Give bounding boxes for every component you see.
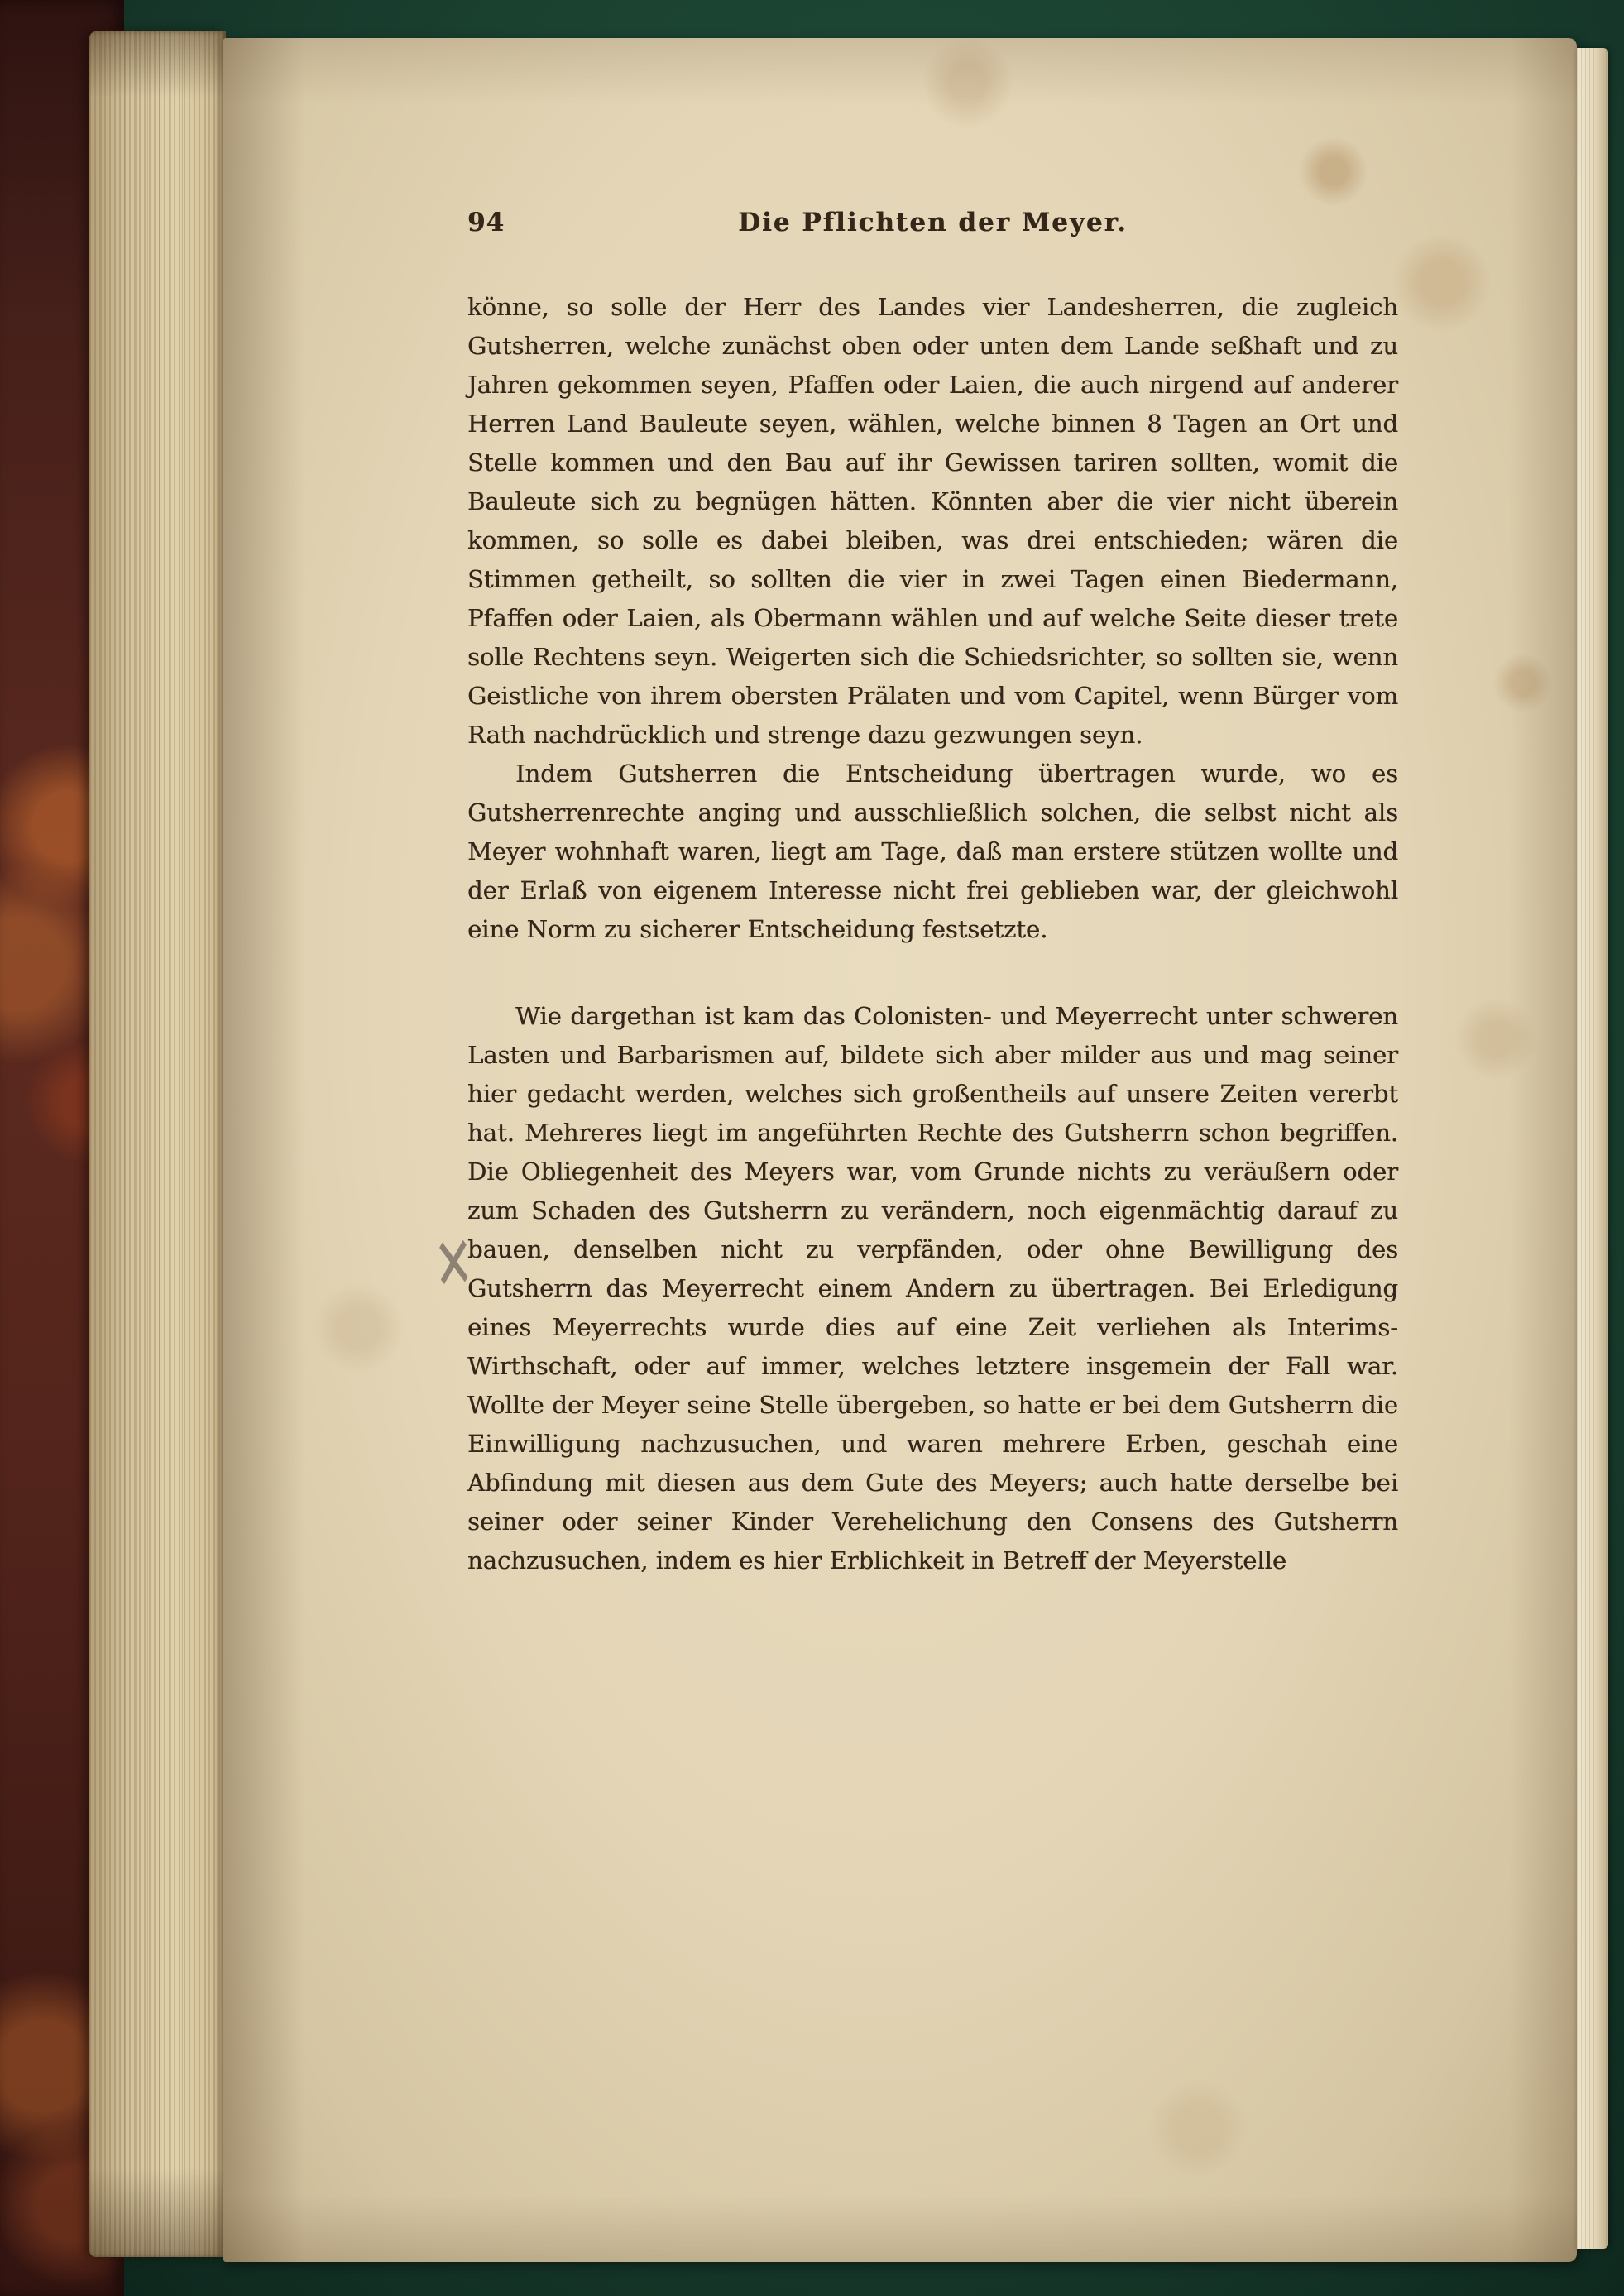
paragraph-1: könne, so solle der Herr des Landes vier Landesherren, die zugleich Gutsherren, welche zunächst oben oder unten dem Lande seßhaft und zu Jahren gekommen seyen, Pfaffen oder Laien, die auch nirgend auf anderer Herren Land Bauleute seyen, wählen, welche binnen 8 Tagen an Ort und Stelle kommen und den Bau auf ihr Gewissen tariren sollten, womit die Bauleute sich zu begnügen hätten. Könnten aber die vier nicht überein kommen, so solle es dabei bleiben, was drei entschieden; wären die Stimmen getheilt, so sollten die vier in zwei Tagen einen Biedermann, Pfaffen oder Laien, als Obermann wählen und auf welche Seite dieser trete solle Rechtens seyn. Weigerten sich die Schiedsrichter, so sollten sie, wenn Geistliche von ihrem obersten Prälaten und vom Capitel, wenn Bürger vom Rath nachdrücklich und strenge dazu gezwungen seyn.: [467, 293, 1398, 749]
book-page: [223, 38, 1577, 2262]
paragraph-2: Indem Gutsherren die Entscheidung übertragen wurde, wo es Gutsherrenrechte anging und ausschließlich solchen, die selbst nicht als Meyer wohnhaft waren, liegt am Tage, daß man erstere stützen wollte und der Erlaß von eigenem Interesse nicht frei geblieben war, der gleichwohl eine Norm zu sicherer Entscheidung festsetzte.: [467, 760, 1398, 943]
under-page-edge: [1577, 48, 1608, 2249]
page-edge-stack: [89, 31, 226, 2257]
page-text-column: [467, 204, 1398, 1580]
paragraph-3: Wie dargethan ist kam das Colonisten- und Meyerrecht unter schweren Lasten und Barbarismen auf, bildete sich aber milder aus und mag seiner hier gedacht werden, welches sich großentheils auf unsere Zeiten vererbt hat. Mehreres liegt im angeführten Rechte des Gutsherrn schon begriffen. Die Obliegenheit des Meyers war, vom Grunde nichts zu veräußern oder zum Schaden des Gutsherrn zu verändern, noch eigenmächtig darauf zu bauen, denselben nicht zu verpfänden, oder ohne Bewilligung des Gutsherrn das Meyerrecht einem Andern zu übertragen. Bei Erledigung eines Meyerrechts wurde dies auf eine Zeit verliehen als Interims-Wirthschaft, oder auf immer, welches letztere insgemein der Fall war. Wollte der Meyer seine Stelle übergeben, so hatte er bei dem Gutsherrn die Einwilligung nachzusuchen, und waren mehrere Erben, geschah eine Abfindung mit diesen aus dem Gute des Meyers; auch hatte derselbe bei seiner oder seiner Kinder Verehelichung den Consens des Gutsherrn nachzusuchen, indem es hier Erblichkeit in Betreff der Meyerstelle: [467, 1002, 1398, 1575]
running-header: Die Pflichten der Meyer.: [738, 208, 1128, 237]
pencil-x-mark: ✕: [432, 1220, 476, 1309]
page-number: 94: [467, 208, 505, 237]
page-header: [467, 204, 1398, 245]
